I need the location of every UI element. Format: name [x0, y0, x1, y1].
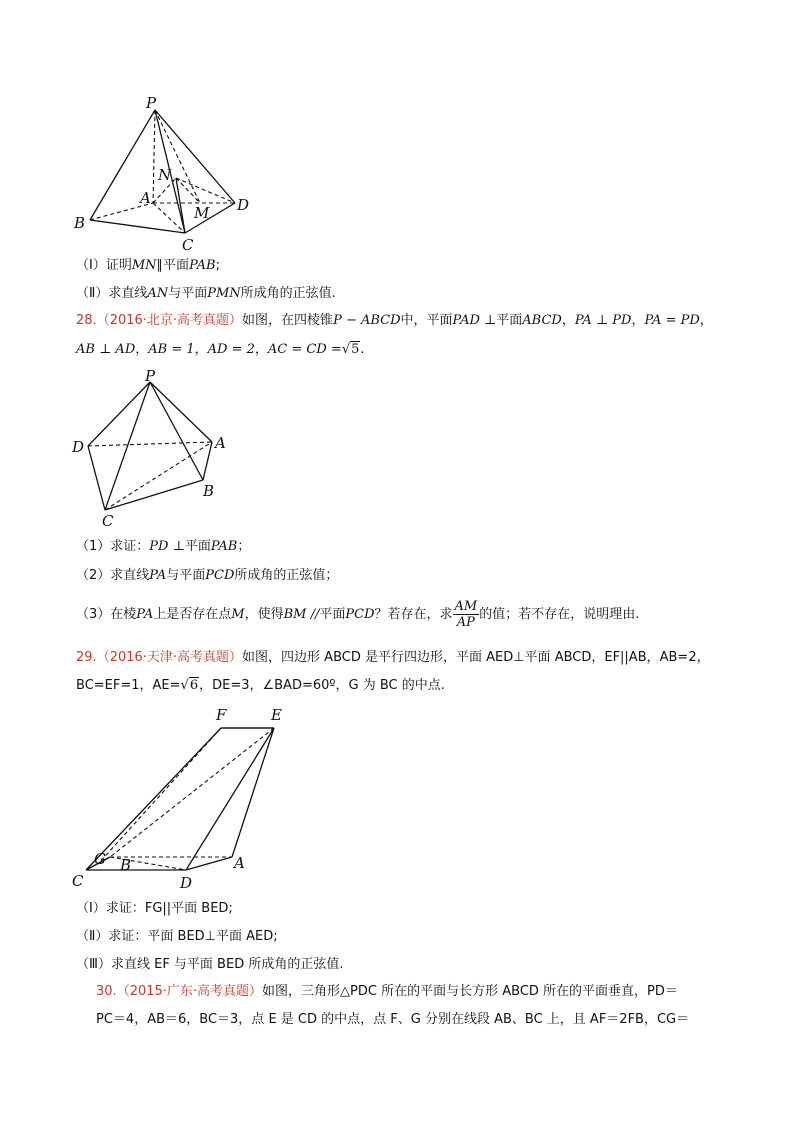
p30-stem-line-1: 30.（2015·广东·高考真题）如图，三角形△PDC 所在的平面与长方形 ABCD 所在的平面垂直，PD＝ — [96, 984, 678, 999]
p29-question-1: （Ⅰ）求证：FG||平面 BED; — [76, 901, 233, 916]
p30-source: （2015·广东·高考真题） — [116, 984, 263, 999]
label-b: B — [120, 856, 132, 874]
edge-bc — [90, 220, 185, 233]
figure-pyramid-p28 — [70, 368, 240, 528]
p29-stem-line-1: 29.（2016·天津·高考真题）如图，四边形 ABCD 是平行四边形，平面 AED⊥平面 ABCD，EF||AB，AB=2， — [76, 650, 710, 665]
label-c: C — [72, 872, 84, 890]
p28-question-1: （1）求证：PD ⊥平面PAB； — [76, 539, 251, 554]
edge-cd — [185, 203, 235, 233]
p30-stem-line-2: PC＝4，AB＝6，BC＝3，点 E 是 CD 的中点，点 F、G 分别在线段 AB、BC 上，且 AF＝2FB，CG＝ — [96, 1012, 690, 1027]
label-d: D — [72, 438, 85, 456]
label-p: P — [146, 94, 157, 112]
label-f: F — [216, 706, 227, 724]
label-p: P — [145, 368, 156, 385]
label-a: A — [234, 854, 245, 872]
edge-fc — [86, 728, 221, 870]
label-b: B — [74, 214, 86, 232]
edge-nd — [176, 178, 235, 203]
p28-stem-line-1: 28.（2016·北京·高考真题）如图，在四棱锥P − ABCD中，平面PAD ⊥平面ABCD，PA ⊥ PD，PA = PD， — [76, 313, 713, 328]
edge-dc — [88, 446, 105, 510]
p28-question-3: （3）在棱PA上是否存在点M，使得BM //平面PCD？若存在，求 $\frac{AM}{AP}$ 的值；若不存在，说明理由. — [76, 599, 640, 630]
edge-da — [88, 442, 212, 446]
edge-pd — [88, 382, 150, 446]
edge-nc — [176, 178, 185, 233]
label-m: M — [194, 204, 210, 222]
p30-number: 30. — [96, 984, 117, 999]
edge-pc — [105, 382, 150, 510]
p29-number: 29. — [76, 650, 97, 665]
p29-question-2: （Ⅱ）求证：平面 BED⊥平面 AED; — [76, 929, 278, 944]
figure-solid-p29 — [66, 700, 306, 895]
p28-source: （2016·北京·高考真题） — [96, 313, 243, 328]
label-g: G — [94, 850, 106, 868]
edge-ed — [186, 728, 274, 870]
fraction-am-ap: $\frac{AM}{AP}$ — [454, 599, 478, 630]
label-c: C — [102, 512, 114, 528]
edge-pb — [150, 382, 203, 480]
label-c: C — [182, 236, 194, 250]
p28-number: 28. — [76, 313, 97, 328]
edge-eb — [110, 728, 274, 857]
label-d: D — [237, 196, 250, 214]
p29-source: （2016·天津·高考真题） — [96, 650, 243, 665]
edge-ea — [232, 728, 274, 857]
p29-stem-line-2: BC=EF=1，AE=√6，DE=3，∠BAD=60º，G 为 BC 的中点. — [76, 678, 445, 693]
edge-pa — [153, 110, 155, 203]
label-a: A — [140, 189, 151, 207]
p28-question-2: （2）求直线PA与平面PCD所成角的正弦值； — [76, 568, 339, 583]
label-d: D — [180, 874, 193, 892]
p28-stem-line-2: AB ⊥ AD，AB = 1，AD = 2，AC = CD =√5. — [76, 342, 365, 357]
p27-question-1: （Ⅰ）证明MN∥平面PAB; — [76, 258, 220, 273]
figure-pyramid-mn — [70, 90, 270, 250]
edge-ba — [203, 442, 212, 480]
edge-cb — [105, 480, 203, 510]
label-n: N — [158, 166, 172, 184]
label-e: E — [271, 706, 282, 724]
label-b: B — [203, 482, 215, 500]
p27-question-2: （Ⅱ）求直线AN与平面PMN所成角的正弦值. — [76, 286, 336, 301]
label-a: A — [215, 434, 226, 452]
p29-question-3: （Ⅲ）求直线 EF 与平面 BED 所成角的正弦值. — [76, 957, 344, 972]
edge-pa — [150, 382, 212, 442]
edge-ca — [105, 442, 215, 510]
